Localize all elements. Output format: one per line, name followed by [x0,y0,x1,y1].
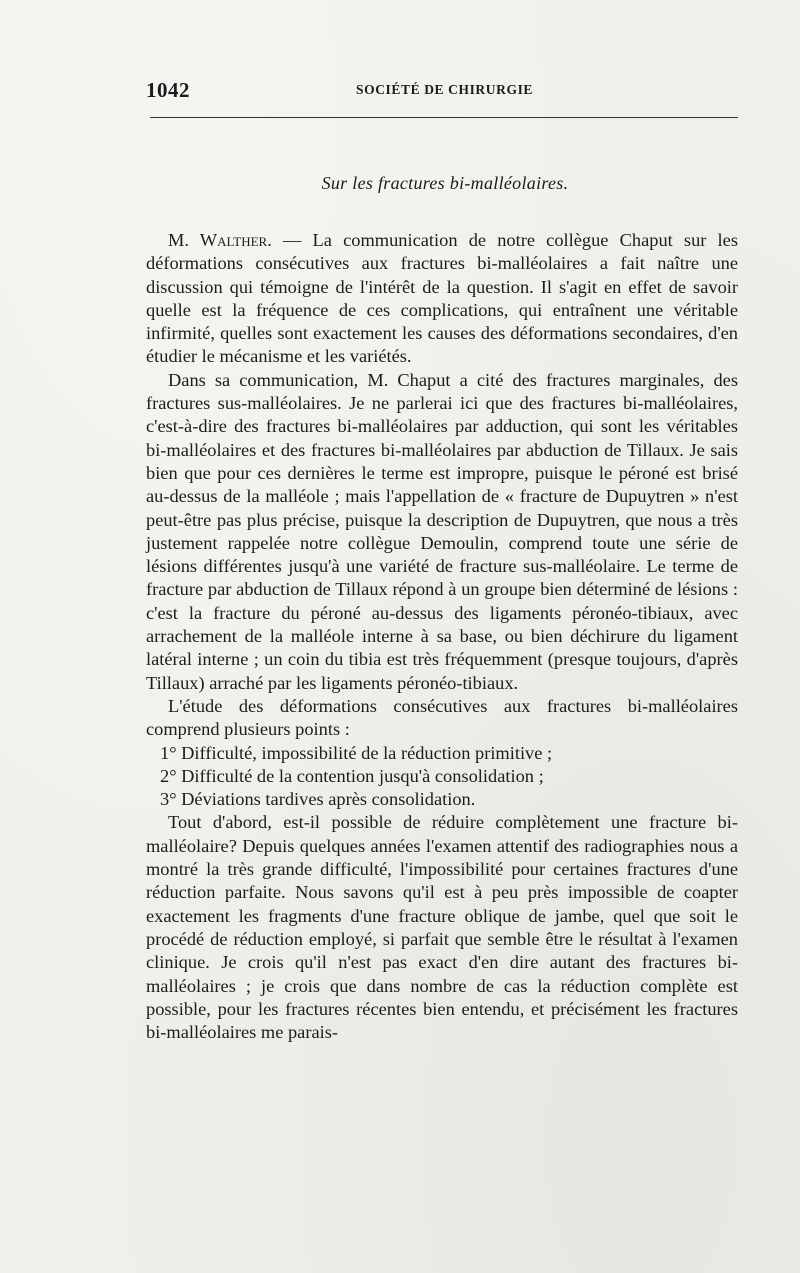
list-item: 1° Difficulté, impossibilité de la réduction primitive ; [160,742,553,763]
article-title: Sur les fractures bi-malléolaires. [321,173,569,193]
speaker-name: M. Walther. [168,230,272,250]
list-item: 2° Difficulté de la contention jusqu'à consolidation ; [160,765,544,786]
header-rule [150,117,738,118]
paragraph: Dans sa communication, M. Chaput a cité des fractures marginales, des fractures sus-malléolaires. Je ne parlerai ici que des fractures bi-malléolaires, c'est-à-dire des fractures bi-malléolaires par adduction, qui sont les véritables bi-malléolaires et des fractures bi-malléolaires par abduction de Tillaux. Je sais bien que pour ces dernières le terme est impropre, puisque le péroné est brisé au-dessus de la malléole ; mais l'appellation de « fracture de Dupuytren » n'est peut-être pas plus précise, puisque la description de Dupuytren, que nous a très justement rappelée notre collègue Demoulin, comprend toute une série de lésions différentes jusqu'à une variété de fracture sus-malléolaire. Le terme de fracture par abduction de Tillaux répond à un groupe bien déterminé de lésions : c'est la fracture du péroné au-dessus des ligaments péronéo-tibiaux, avec arrachement de la malléole interne à sa base, ou bien déchirure du ligament latéral interne ; un coin du tibia est très fréquemment (presque toujours, d'après Tillaux) arraché par les ligaments péronéo-tibiaux. [146,369,738,693]
paragraph [146,229,738,369]
paragraph: L'étude des déformations consécutives aux fractures bi-malléolaires comprend plusieurs points : [146,695,738,740]
page-number: 1042 [146,78,190,102]
journal-title: SOCIÉTÉ DE CHIRURGIE [356,82,534,97]
list-item: 3° Déviations tardives après consolidation. [160,789,476,810]
running-head [146,78,738,102]
article-body [146,229,738,1044]
paragraph: Tout d'abord, est-il possible de réduire complètement une fracture bi-malléolaire? Depuis quelques années l'examen attentif des radiographies nous a montré la très grande difficulté, l'impossibilité pour certaines fractures d'une réduction parfaite. Nous savons qu'il est à peu près impossible de coapter exactement les fragments d'une fracture oblique de jambe, quel que soit le procédé de réduction employé, si parfait que semble être le résultat à l'examen clinique. Je crois qu'il n'est pas exact d'en dire autant des fractures bi-malléolaires ; je crois que dans nombre de cas la réduction complète est possible, pour les fractures récentes bien entendu, et précisément les fractures bi-malléolaires me parais- [146,812,738,1043]
paragraph-text: — La communication de notre collègue Chaput sur les déformations consécutives aux fractures bi-malléolaires a fait naître une discussion qui témoigne de l'intérêt de la question. Il s'agit en effet de savoir quelle est la fréquence de ces complications, qui entraînent une véritable infirmité, quelles sont exactement les causes des déformations secondaires, d'en étudier le mécanisme et les variétés. [146,230,738,367]
